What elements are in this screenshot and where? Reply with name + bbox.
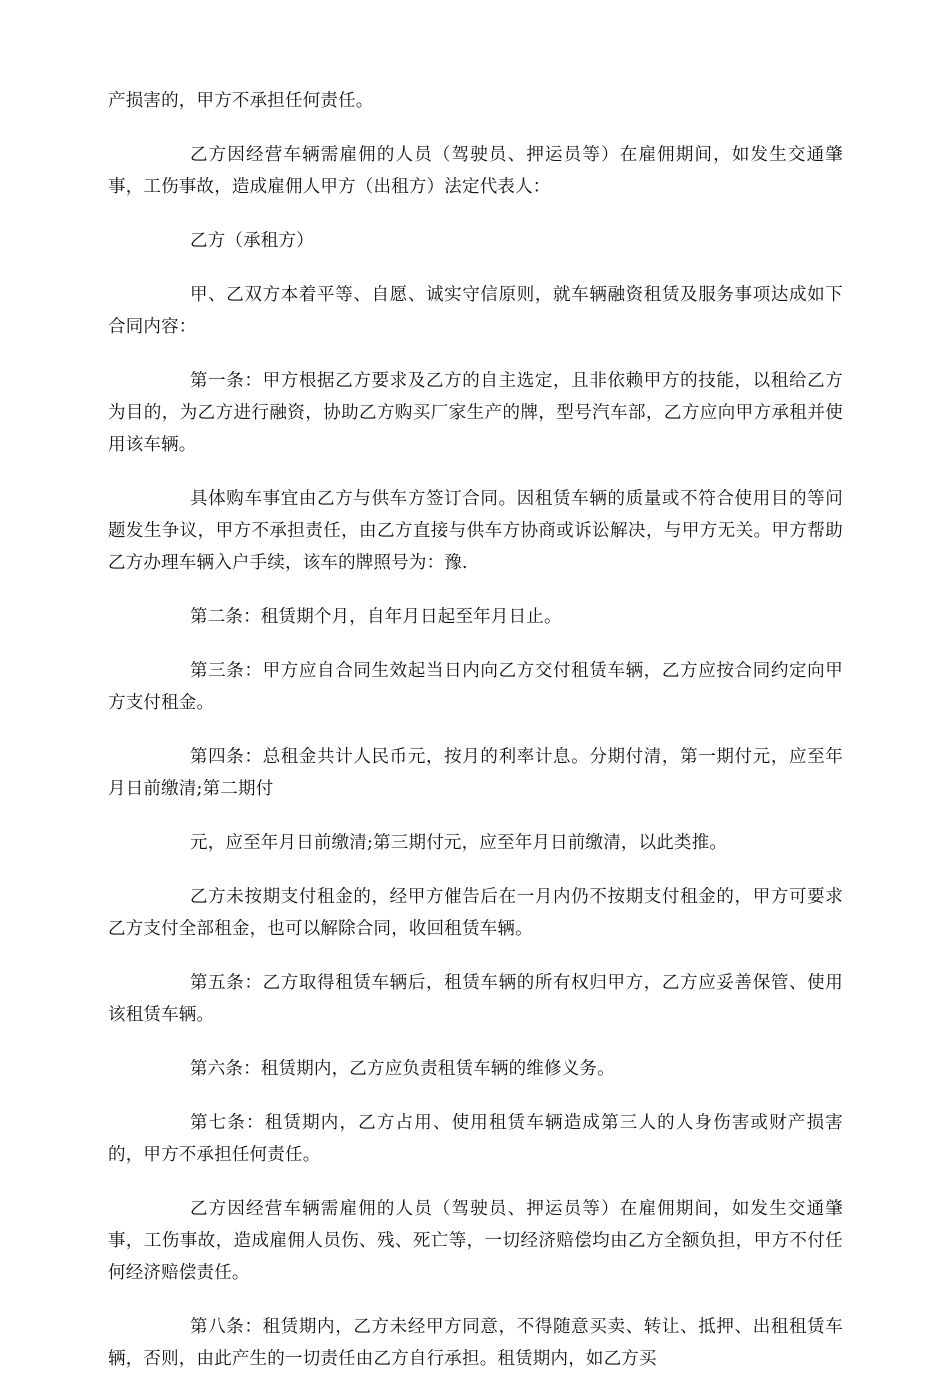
paragraph: 乙方因经营车辆需雇佣的人员（驾驶员、押运员等）在雇佣期间，如发生交通肇事，工伤事故，造成雇佣人员伤、残、死亡等，一切经济赔偿均由乙方全额负担，甲方不付任何经济赔偿责任。	[108, 1199, 843, 1283]
paragraph: 乙方因经营车辆需雇佣的人员（驾驶员、押运员等）在雇佣期间，如发生交通肇事，工伤事故，造成雇佣人甲方（出租方）法定代表人：	[108, 145, 843, 197]
clause-1-paragraph: 第一条：甲方根据乙方要求及乙方的自主选定，且非依赖甲方的技能，以租给乙方为目的，为乙方进行融资，协助乙方购买厂家生产的牌，型号汽车部，乙方应向甲方承租并使用该车辆。	[108, 371, 843, 455]
paragraph: 元，应至年月日前缴清;第三期付元，应至年月日前缴清，以此类推。	[190, 833, 728, 853]
clause-2-paragraph: 第二条：租赁期个月，自年月日起至年月日止。	[190, 607, 562, 627]
clause-4-paragraph: 第四条：总租金共计人民币元，按月的利率计息。分期付清，第一期付元，应至年月日前缴清;第二期付	[108, 747, 843, 799]
paragraph: 乙方（承租方）	[190, 231, 314, 251]
document-page	[108, 85, 843, 1397]
clause-7-paragraph: 第七条：租赁期内，乙方占用、使用租赁车辆造成第三人的人身伤害或财产损害的，甲方不承担任何责任。	[108, 1113, 843, 1165]
paragraph: 具体购车事宜由乙方与供车方签订合同。因租赁车辆的质量或不符合使用目的等问题发生争议，甲方不承担责任，由乙方直接与供车方协商或诉讼解决，与甲方无关。甲方帮助乙方办理车辆入户手续，该车的牌照号为：豫.	[108, 489, 843, 573]
clause-3-paragraph: 第三条：甲方应自合同生效起当日内向乙方交付租赁车辆，乙方应按合同约定向甲方支付租金。	[108, 661, 843, 713]
paragraph: 甲、乙双方本着平等、自愿、诚实守信原则，就车辆融资租赁及服务事项达成如下合同内容：	[108, 285, 843, 337]
paragraph: 乙方未按期支付租金的，经甲方催告后在一月内仍不按期支付租金的，甲方可要求乙方支付全部租金，也可以解除合同，收回租赁车辆。	[108, 887, 843, 939]
clause-6-paragraph: 第六条：租赁期内，乙方应负责租赁车辆的维修义务。	[190, 1059, 615, 1079]
clause-5-paragraph: 第五条：乙方取得租赁车辆后，租赁车辆的所有权归甲方，乙方应妥善保管、使用该租赁车辆。	[108, 973, 843, 1025]
paragraph: 产损害的，甲方不承担任何责任。	[108, 91, 374, 111]
clause-8-paragraph: 第八条：租赁期内，乙方未经甲方同意，不得随意买卖、转让、抵押、出租租赁车辆，否则，由此产生的一切责任由乙方自行承担。租赁期内，如乙方买	[108, 1317, 843, 1369]
